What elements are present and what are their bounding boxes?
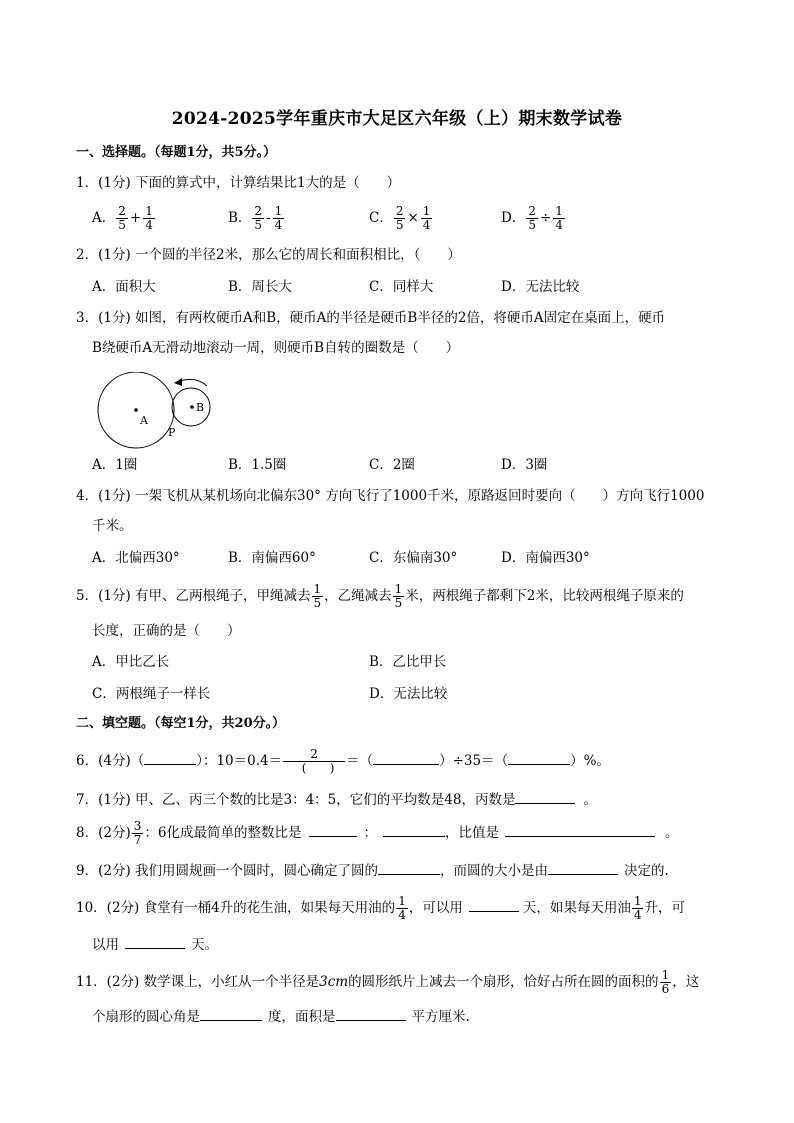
q2-option-a[interactable]: A．面积大 bbox=[92, 279, 156, 295]
coin-a-center-dot bbox=[134, 408, 138, 412]
label-coin-a: A bbox=[140, 414, 148, 427]
q3-option-d[interactable]: D．3圈 bbox=[501, 457, 548, 473]
question-3-stem-line1: 3．(1分) 如图，有两枚硬币A和B，硬币A的半径是硬币B半径的2倍，将硬币A固定在桌面上，硬币 bbox=[76, 310, 666, 326]
question-7: 7．(1分) 甲、乙、丙三个数的比是3：4：5，它们的平均数是48，丙数是 。 bbox=[76, 789, 597, 810]
question-5-stem-line1: 5．(1分) 有甲、乙两根绳子，甲绳减去 $\frac{1}{5}$ ，乙绳减去 $\frac{1}{5}$ 米，两根绳子都剩下2米，比较两根绳子原来的 bbox=[76, 582, 684, 610]
coin-b-center-dot bbox=[190, 405, 194, 409]
section-heading-2: 二、填空题。（每空1分，共20分。） bbox=[76, 716, 286, 731]
q1-option-a[interactable]: A． $\frac{2}{5}$ + $\frac{1}{4}$ bbox=[92, 204, 153, 232]
q2-option-b[interactable]: B．周长大 bbox=[228, 279, 292, 295]
question-4-stem-line2: 千米。 bbox=[92, 518, 133, 534]
q11-blank-2[interactable] bbox=[336, 1006, 406, 1021]
question-2-stem: 2．(1分) 一个圆的半径2米，那么它的周长和面积相比，（ ） bbox=[76, 247, 461, 263]
question-6: 6．(4分)（ ）：10＝0.4＝ $\frac{2}{( )}$ ＝（ ）÷35＝（ ）%。 bbox=[76, 747, 610, 775]
q4-option-c[interactable]: C．东偏南30° bbox=[369, 550, 458, 566]
section-heading-1: 一、选择题。（每题1分，共5分。） bbox=[76, 145, 277, 160]
rotation-arrow-head-icon bbox=[174, 378, 182, 386]
question-9: 9．(2分) 我们用圆规画一个圆时，圆心确定了圆的 ，而圆的大小是由 决定的. bbox=[76, 860, 669, 881]
rotation-arrow-arc bbox=[180, 379, 207, 386]
q10-blank-1[interactable] bbox=[469, 897, 519, 912]
q3-option-b[interactable]: B．1.5圈 bbox=[228, 457, 287, 473]
q8-blank-3[interactable] bbox=[505, 822, 655, 837]
coin-diagram bbox=[90, 372, 220, 452]
q3-option-c[interactable]: C．2圈 bbox=[369, 457, 415, 473]
q1-option-c[interactable]: C． $\frac{2}{5}$ × $\frac{1}{4}$ bbox=[369, 204, 431, 232]
question-1-stem: 1．(1分) 下面的算式中，计算结果比1大的是（ ） bbox=[76, 175, 401, 191]
q9-blank-2[interactable] bbox=[548, 860, 618, 875]
q3-option-a[interactable]: A．1圈 bbox=[92, 457, 138, 473]
question-5-stem-line2: 长度，正确的是（ ） bbox=[92, 623, 241, 639]
question-11-line1: 11．(2分) 数学课上，小红从一个半径是3cm的圆形纸片上减去一个扇形，恰好占所在圆的面积的 $\frac{1}{6}$ ，这 bbox=[76, 968, 700, 996]
question-4-stem-line1: 4．(1分) 一架飞机从某机场向北偏东30° 方向飞行了1000千米，原路返回时要向（ ）方向飞行1000 bbox=[76, 488, 705, 504]
q7-blank[interactable] bbox=[515, 789, 575, 804]
q4-option-d[interactable]: D．南偏西30° bbox=[501, 550, 590, 566]
question-8: 8．(2分) $\frac{3}{7}$ ：6化成最简单的整数比是 ： ，比值是 。 bbox=[76, 819, 679, 847]
page-title: 2024-2025学年重庆市大足区六年级（上）期末数学试卷 bbox=[171, 109, 623, 129]
q2-option-c[interactable]: C．同样大 bbox=[369, 279, 434, 295]
q5-option-d[interactable]: D．无法比较 bbox=[369, 686, 448, 702]
q6-blank-2[interactable] bbox=[373, 750, 439, 765]
q5-option-c[interactable]: C．两根绳子一样长 bbox=[92, 686, 211, 702]
q6-blank-1[interactable] bbox=[144, 750, 196, 765]
q1-option-b[interactable]: B． $\frac{2}{5}$ - $\frac{1}{4}$ bbox=[228, 204, 283, 232]
question-10-line1: 10．(2分) 食堂有一桶4升的花生油，如果每天用油的 $\frac{1}{4}$ ，可以用 天，如果每天用油 $\frac{1}{4}$ 升，可 bbox=[76, 894, 685, 922]
q4-option-a[interactable]: A．北偏西30° bbox=[92, 550, 180, 566]
q5-option-b[interactable]: B．乙比甲长 bbox=[369, 654, 447, 670]
q10-blank-2[interactable] bbox=[125, 934, 185, 949]
question-11-line2: 个扇形的圆心角是 度，面积是 平方厘米. bbox=[92, 1006, 470, 1027]
q9-blank-1[interactable] bbox=[378, 860, 440, 875]
label-coin-b: B bbox=[196, 401, 205, 414]
q8-blank-1[interactable] bbox=[309, 822, 357, 837]
question-10-line2: 以用 天。 bbox=[92, 934, 218, 955]
label-point-p: P bbox=[168, 426, 176, 439]
q5-option-a[interactable]: A．甲比乙长 bbox=[92, 654, 170, 670]
q6-blank-3[interactable] bbox=[508, 750, 570, 765]
q1-option-d[interactable]: D． $\frac{2}{5}$ ÷ $\frac{1}{4}$ bbox=[501, 204, 563, 232]
q8-blank-2[interactable] bbox=[383, 822, 445, 837]
q2-option-d[interactable]: D．无法比较 bbox=[501, 279, 580, 295]
question-3-stem-line2: B绕硬币A无滑动地滚动一周，则硬币B自转的圈数是（ ） bbox=[92, 340, 460, 356]
q11-blank-1[interactable] bbox=[200, 1006, 262, 1021]
q4-option-b[interactable]: B．南偏西60° bbox=[228, 550, 316, 566]
